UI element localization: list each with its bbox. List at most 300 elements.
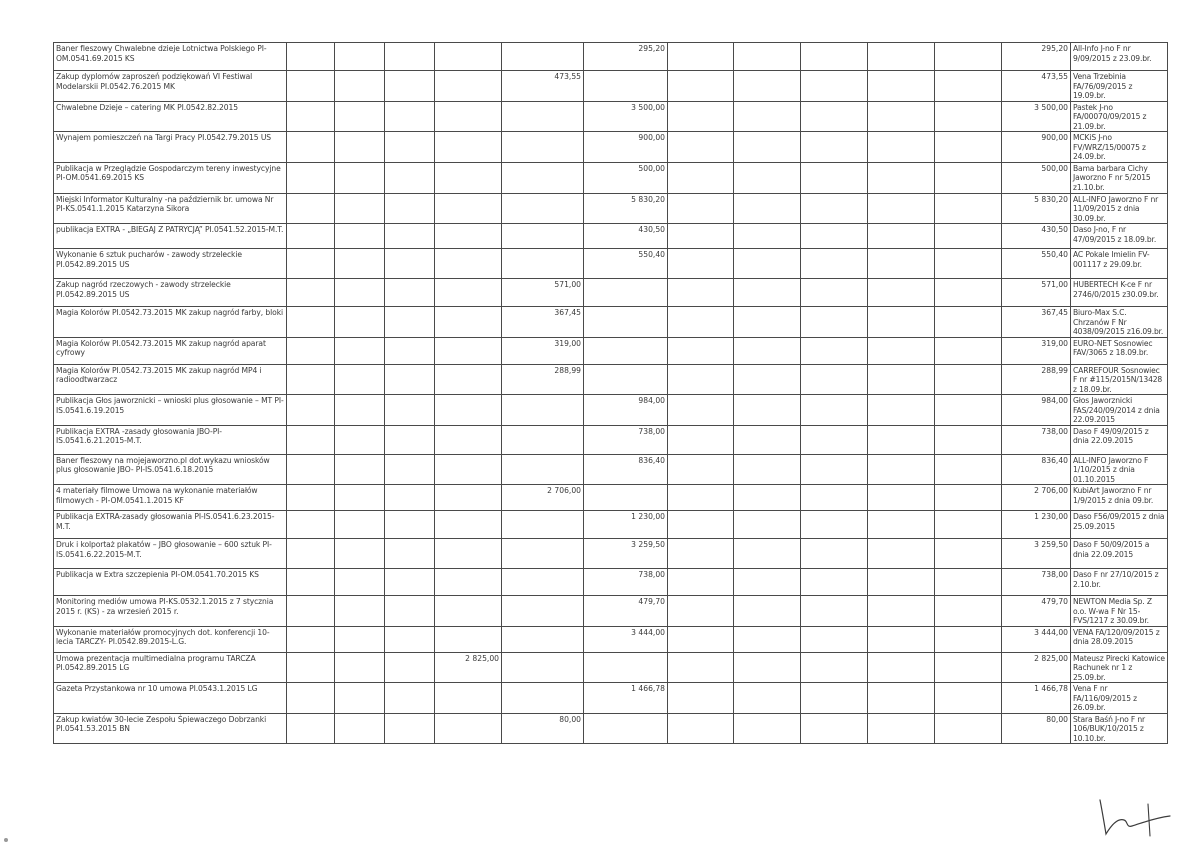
row-total: 738,00 [1002,569,1071,596]
row-total: 3 259,50 [1002,539,1071,569]
table-row [54,307,1168,338]
row-amount-c8 [584,307,668,338]
row-amount-c8: 836,40 [584,454,668,485]
row-amount-c13 [935,569,1002,596]
row-amount-c13 [935,626,1002,652]
row-total: 430,50 [1002,224,1071,249]
row-amount-c8: 3 444,00 [584,626,668,652]
row-description: Magia Kolorów PI.0542.73.2015 MK zakup nagród aparat cyfrowy [54,337,287,364]
row-invoice: VENA FA/120/09/2015 z dnia 28.09.2015 [1071,626,1168,652]
row-invoice: Mateusz Pirecki Katowice Rachunek nr 1 z 25.09.br. [1071,652,1168,683]
row-invoice: HUBERTECH K-ce F nr 2746/0/2015 z30.09.br. [1071,279,1168,307]
row-amount-c6 [435,425,502,454]
row-amount-c6 [435,162,502,193]
row-amount-c5 [385,485,435,511]
row-total: 1 230,00 [1002,511,1071,539]
row-description: Baner fleszowy Chwalebne dzieje Lotnictwa Polskiego PI-OM.0541.69.2015 KS [54,43,287,71]
row-amount-c11 [801,511,868,539]
row-amount-c4 [335,485,385,511]
row-amount-c3 [287,596,335,627]
table-row [54,626,1168,652]
row-amount-c3 [287,71,335,102]
row-amount-c10 [734,569,801,596]
row-amount-c9 [668,425,734,454]
row-amount-c13 [935,364,1002,395]
row-amount-c9 [668,101,734,132]
row-amount-c6 [435,132,502,163]
row-amount-c6 [435,337,502,364]
row-description: Publikacja w Przeglądzie Gospodarczym tereny inwestycyjne PI-OM.0541.69.2015 KS [54,162,287,193]
row-amount-c11 [801,43,868,71]
row-invoice: Głos Jaworznicki FAS/240/09/2014 z dnia 22.09.2015 [1071,395,1168,426]
row-amount-c4 [335,279,385,307]
row-description: Wykonanie materiałów promocyjnych dot. konferencji 10-lecia TARCZY- PI.0542.89.2015-L.G. [54,626,287,652]
row-amount-c12 [868,454,935,485]
row-amount-c5 [385,279,435,307]
row-amount-c12 [868,162,935,193]
row-description: Zakup kwiatów 30-lecie Zespołu Śpiewaczego Dobrzanki PI.0541.53.2015 BN [54,713,287,744]
row-invoice: Daso J-no, F nr 47/09/2015 z 18.09.br. [1071,224,1168,249]
row-amount-c8: 3 500,00 [584,101,668,132]
row-amount-c12 [868,193,935,224]
row-amount-c9 [668,224,734,249]
row-total: 984,00 [1002,395,1071,426]
row-amount-c9 [668,395,734,426]
row-amount-c10 [734,539,801,569]
row-amount-c9 [668,162,734,193]
row-amount-c3 [287,395,335,426]
row-description: Publikacja EXTRA -zasady głosowania JBO-PI-IS.0541.6.21.2015-M.T. [54,425,287,454]
row-amount-c12 [868,307,935,338]
row-amount-c12 [868,364,935,395]
row-amount-c7 [502,454,584,485]
row-amount-c5 [385,193,435,224]
row-amount-c13 [935,596,1002,627]
row-invoice: EURO-NET Sosnowiec FAV/3065 z 18.09.br. [1071,337,1168,364]
row-amount-c8: 1 466,78 [584,683,668,714]
row-amount-c7 [502,193,584,224]
row-amount-c6 [435,279,502,307]
row-amount-c9 [668,454,734,485]
row-amount-c3 [287,224,335,249]
row-amount-c8: 295,20 [584,43,668,71]
row-amount-c7 [502,395,584,426]
row-amount-c3 [287,569,335,596]
row-amount-c8: 1 230,00 [584,511,668,539]
row-amount-c10 [734,626,801,652]
row-amount-c6 [435,364,502,395]
row-amount-c6 [435,713,502,744]
row-amount-c4 [335,337,385,364]
row-amount-c10 [734,71,801,102]
row-amount-c8: 738,00 [584,569,668,596]
row-amount-c5 [385,713,435,744]
row-amount-c10 [734,485,801,511]
row-amount-c4 [335,395,385,426]
row-amount-c7 [502,425,584,454]
row-amount-c13 [935,193,1002,224]
row-amount-c11 [801,596,868,627]
row-amount-c4 [335,596,385,627]
row-amount-c7 [502,626,584,652]
row-amount-c7: 288,99 [502,364,584,395]
row-amount-c11 [801,364,868,395]
row-amount-c5 [385,395,435,426]
row-amount-c10 [734,224,801,249]
row-description: Magia Kolorów PI.0542.73.2015 MK zakup nagród MP4 i radioodtwarzacz [54,364,287,395]
row-amount-c4 [335,307,385,338]
row-invoice: MCKiS J-no FV/WRZ/15/00075 z 24.09.br. [1071,132,1168,163]
row-description: Umowa prezentacja multimedialna programu TARCZA PI.0542.89.2015 LG [54,652,287,683]
row-amount-c10 [734,307,801,338]
row-amount-c11 [801,425,868,454]
row-amount-c11 [801,249,868,279]
row-amount-c9 [668,132,734,163]
row-amount-c3 [287,626,335,652]
row-invoice: KubiArt Jaworzno F nr 1/9/2015 z dnia 09.br. [1071,485,1168,511]
row-amount-c5 [385,539,435,569]
row-amount-c10 [734,279,801,307]
row-amount-c5 [385,511,435,539]
row-total: 738,00 [1002,425,1071,454]
row-amount-c13 [935,307,1002,338]
row-amount-c3 [287,539,335,569]
row-amount-c13 [935,395,1002,426]
row-amount-c11 [801,279,868,307]
row-amount-c5 [385,132,435,163]
row-amount-c7 [502,683,584,714]
row-amount-c10 [734,43,801,71]
row-amount-c4 [335,539,385,569]
row-amount-c12 [868,132,935,163]
row-amount-c5 [385,224,435,249]
row-amount-c6 [435,193,502,224]
row-amount-c13 [935,224,1002,249]
table-row [54,132,1168,163]
row-amount-c10 [734,596,801,627]
row-amount-c7 [502,162,584,193]
row-amount-c9 [668,71,734,102]
row-invoice: Biuro-Max S.C. Chrzanów F Nr 4038/09/2015 z16.09.br. [1071,307,1168,338]
table-row [54,683,1168,714]
row-total: 900,00 [1002,132,1071,163]
row-amount-c3 [287,249,335,279]
row-amount-c9 [668,683,734,714]
row-amount-c6 [435,395,502,426]
row-amount-c9 [668,193,734,224]
row-amount-c4 [335,425,385,454]
row-amount-c12 [868,337,935,364]
row-amount-c12 [868,43,935,71]
row-amount-c13 [935,511,1002,539]
row-amount-c8: 984,00 [584,395,668,426]
table-row [54,713,1168,744]
table-row [54,193,1168,224]
row-amount-c6 [435,249,502,279]
row-description: Baner fleszowy na mojejaworzno.pl dot.wykazu wniosków plus głosowanie JBO- PI-IS.0541.6.18.2015 [54,454,287,485]
row-amount-c10 [734,249,801,279]
row-amount-c13 [935,279,1002,307]
row-amount-c6 [435,683,502,714]
row-amount-c13 [935,132,1002,163]
row-amount-c12 [868,652,935,683]
row-total: 3 500,00 [1002,101,1071,132]
row-amount-c7: 80,00 [502,713,584,744]
row-amount-c13 [935,454,1002,485]
row-description: Chwalebne Dzieje – catering MK PI.0542.82.2015 [54,101,287,132]
row-amount-c9 [668,337,734,364]
row-invoice: Vena F nr FA/116/09/2015 z 26.09.br. [1071,683,1168,714]
row-invoice: ALL-INFO Jaworzno F nr 11/09/2015 z dnia 30.09.br. [1071,193,1168,224]
row-amount-c3 [287,454,335,485]
row-invoice: All-Info J-no F nr 9/09/2015 z 23.09.br. [1071,43,1168,71]
row-amount-c8 [584,279,668,307]
row-amount-c7: 367,45 [502,307,584,338]
row-amount-c12 [868,713,935,744]
row-amount-c8: 738,00 [584,425,668,454]
row-amount-c3 [287,193,335,224]
table-row [54,395,1168,426]
row-amount-c7: 319,00 [502,337,584,364]
row-amount-c4 [335,101,385,132]
row-total: 288,99 [1002,364,1071,395]
row-amount-c12 [868,626,935,652]
row-amount-c7 [502,224,584,249]
row-amount-c11 [801,132,868,163]
row-amount-c4 [335,249,385,279]
row-amount-c6 [435,485,502,511]
row-invoice: Bama barbara Cichy Jaworzno F nr 5/2015 z1.10.br. [1071,162,1168,193]
row-amount-c3 [287,425,335,454]
row-description: Publikacja EXTRA-zasady głosowania PI-IS.0541.6.23.2015-M.T. [54,511,287,539]
row-amount-c9 [668,652,734,683]
row-amount-c10 [734,425,801,454]
row-amount-c10 [734,364,801,395]
row-amount-c8 [584,337,668,364]
table-row [54,249,1168,279]
table-row [54,569,1168,596]
row-amount-c8: 900,00 [584,132,668,163]
row-amount-c10 [734,337,801,364]
row-invoice: ALL-INFO Jaworzno F 1/10/2015 z dnia 01.10.2015 [1071,454,1168,485]
row-amount-c7: 473,55 [502,71,584,102]
row-amount-c7 [502,511,584,539]
row-amount-c9 [668,485,734,511]
row-amount-c11 [801,539,868,569]
row-amount-c12 [868,71,935,102]
row-amount-c11 [801,101,868,132]
row-amount-c12 [868,596,935,627]
row-amount-c5 [385,364,435,395]
scan-speck [4,838,8,842]
row-amount-c6 [435,596,502,627]
row-amount-c8: 430,50 [584,224,668,249]
row-amount-c6 [435,626,502,652]
row-amount-c12 [868,683,935,714]
row-description: Publikacja w Extra szczepienia PI-OM.0541.70.2015 KS [54,569,287,596]
row-amount-c10 [734,652,801,683]
row-amount-c3 [287,162,335,193]
row-amount-c13 [935,162,1002,193]
ledger-body [54,43,1168,744]
row-amount-c7 [502,132,584,163]
row-amount-c9 [668,43,734,71]
row-amount-c10 [734,132,801,163]
row-amount-c11 [801,683,868,714]
row-amount-c4 [335,713,385,744]
table-row [54,337,1168,364]
row-amount-c5 [385,626,435,652]
row-amount-c4 [335,71,385,102]
row-amount-c8 [584,713,668,744]
row-amount-c6 [435,307,502,338]
row-amount-c4 [335,364,385,395]
table-row [54,454,1168,485]
row-amount-c6 [435,454,502,485]
row-amount-c12 [868,485,935,511]
row-amount-c9 [668,364,734,395]
table-row [54,539,1168,569]
row-amount-c3 [287,43,335,71]
row-total: 80,00 [1002,713,1071,744]
row-amount-c10 [734,193,801,224]
row-total: 836,40 [1002,454,1071,485]
row-amount-c7 [502,101,584,132]
row-amount-c13 [935,652,1002,683]
table-row [54,485,1168,511]
row-description: Publikacja Głos jaworznicki – wnioski plus głosowanie – MT PI-IS.0541.6.19.2015 [54,395,287,426]
row-amount-c4 [335,569,385,596]
row-amount-c8: 550,40 [584,249,668,279]
row-amount-c7 [502,569,584,596]
row-amount-c10 [734,454,801,485]
table-row [54,364,1168,395]
row-amount-c5 [385,162,435,193]
row-amount-c10 [734,511,801,539]
row-amount-c10 [734,683,801,714]
row-amount-c3 [287,713,335,744]
row-total: 2 825,00 [1002,652,1071,683]
row-amount-c12 [868,425,935,454]
row-amount-c6 [435,43,502,71]
row-amount-c6 [435,71,502,102]
row-amount-c13 [935,249,1002,279]
row-amount-c8 [584,652,668,683]
row-amount-c4 [335,193,385,224]
row-amount-c11 [801,71,868,102]
row-description: Zakup dyplomów zaproszeń podziękowań VI Festiwal Modelarskii PI.0542.76.2015 MK [54,71,287,102]
row-amount-c8 [584,71,668,102]
row-amount-c11 [801,485,868,511]
row-description: Gazeta Przystankowa nr 10 umowa PI.0543.1.2015 LG [54,683,287,714]
row-amount-c11 [801,395,868,426]
row-total: 367,45 [1002,307,1071,338]
row-amount-c5 [385,71,435,102]
row-invoice: Pastek J-no FA/00070/09/2015 z 21.09.br. [1071,101,1168,132]
row-amount-c3 [287,279,335,307]
row-amount-c5 [385,454,435,485]
row-amount-c5 [385,683,435,714]
row-amount-c8 [584,364,668,395]
row-invoice: CARREFOUR Sosnowiec F nr #115/2015N/13428 z 18.09.br. [1071,364,1168,395]
table-row [54,43,1168,71]
row-amount-c12 [868,569,935,596]
row-amount-c11 [801,713,868,744]
row-amount-c9 [668,539,734,569]
row-amount-c10 [734,101,801,132]
row-amount-c8: 479,70 [584,596,668,627]
row-amount-c6 [435,539,502,569]
row-amount-c5 [385,425,435,454]
row-amount-c13 [935,539,1002,569]
row-amount-c9 [668,626,734,652]
row-amount-c13 [935,425,1002,454]
row-amount-c11 [801,337,868,364]
row-amount-c9 [668,307,734,338]
row-amount-c12 [868,249,935,279]
row-amount-c7: 571,00 [502,279,584,307]
row-amount-c5 [385,43,435,71]
row-amount-c6 [435,569,502,596]
row-amount-c7 [502,249,584,279]
row-amount-c7 [502,652,584,683]
row-description: Druk i kolportaż plakatów – JBO głosowanie – 600 sztuk PI-IS.0541.6.22.2015-M.T. [54,539,287,569]
row-amount-c7 [502,43,584,71]
row-amount-c7 [502,539,584,569]
table-row [54,162,1168,193]
table-row [54,224,1168,249]
row-total: 479,70 [1002,596,1071,627]
row-amount-c10 [734,713,801,744]
row-amount-c4 [335,683,385,714]
row-description: publikacja EXTRA - „BIEGAJ Z PATRYCJĄ” PI.0541.52.2015-M.T. [54,224,287,249]
row-amount-c10 [734,395,801,426]
row-total: 473,55 [1002,71,1071,102]
row-invoice: NEWTON Media Sp. Z o.o. W-wa F Nr 15-FVS/1217 z 30.09.br. [1071,596,1168,627]
row-amount-c3 [287,364,335,395]
row-amount-c8: 500,00 [584,162,668,193]
row-description: Monitoring mediów umowa PI-KS.0532.1.2015 z 7 stycznia 2015 r. (KS) - za wrzesień 2015 r. [54,596,287,627]
row-amount-c4 [335,652,385,683]
row-amount-c4 [335,43,385,71]
row-total: 3 444,00 [1002,626,1071,652]
expense-ledger-table [53,42,1168,744]
row-amount-c13 [935,683,1002,714]
table-row [54,101,1168,132]
row-amount-c12 [868,511,935,539]
row-total: 295,20 [1002,43,1071,71]
row-amount-c4 [335,162,385,193]
expense-ledger-sheet [53,42,1168,744]
row-description: Zakup nagród rzeczowych - zawody strzeleckie PI.0542.89.2015 US [54,279,287,307]
table-row [54,596,1168,627]
row-description: 4 materiały filmowe Umowa na wykonanie materiałów filmowych - PI-OM.0541.1.2015 KF [54,485,287,511]
row-amount-c9 [668,249,734,279]
row-invoice: Stara Baśń J-no F nr 106/BUK/10/2015 z 10.10.br. [1071,713,1168,744]
row-description: Wykonanie 6 sztuk pucharów - zawody strzeleckie PI.0542.89.2015 US [54,249,287,279]
row-amount-c5 [385,652,435,683]
row-amount-c3 [287,101,335,132]
row-amount-c11 [801,569,868,596]
row-amount-c4 [335,454,385,485]
row-total: 550,40 [1002,249,1071,279]
row-description: Miejski Informator Kulturalny -na październik br. umowa Nr PI-KS.0541.1.2015 Katarzyna Sikora [54,193,287,224]
row-amount-c13 [935,43,1002,71]
row-description: Wynajem pomieszczeń na Targi Pracy PI.0542.79.2015 US [54,132,287,163]
row-amount-c5 [385,337,435,364]
table-row [54,425,1168,454]
row-amount-c5 [385,569,435,596]
